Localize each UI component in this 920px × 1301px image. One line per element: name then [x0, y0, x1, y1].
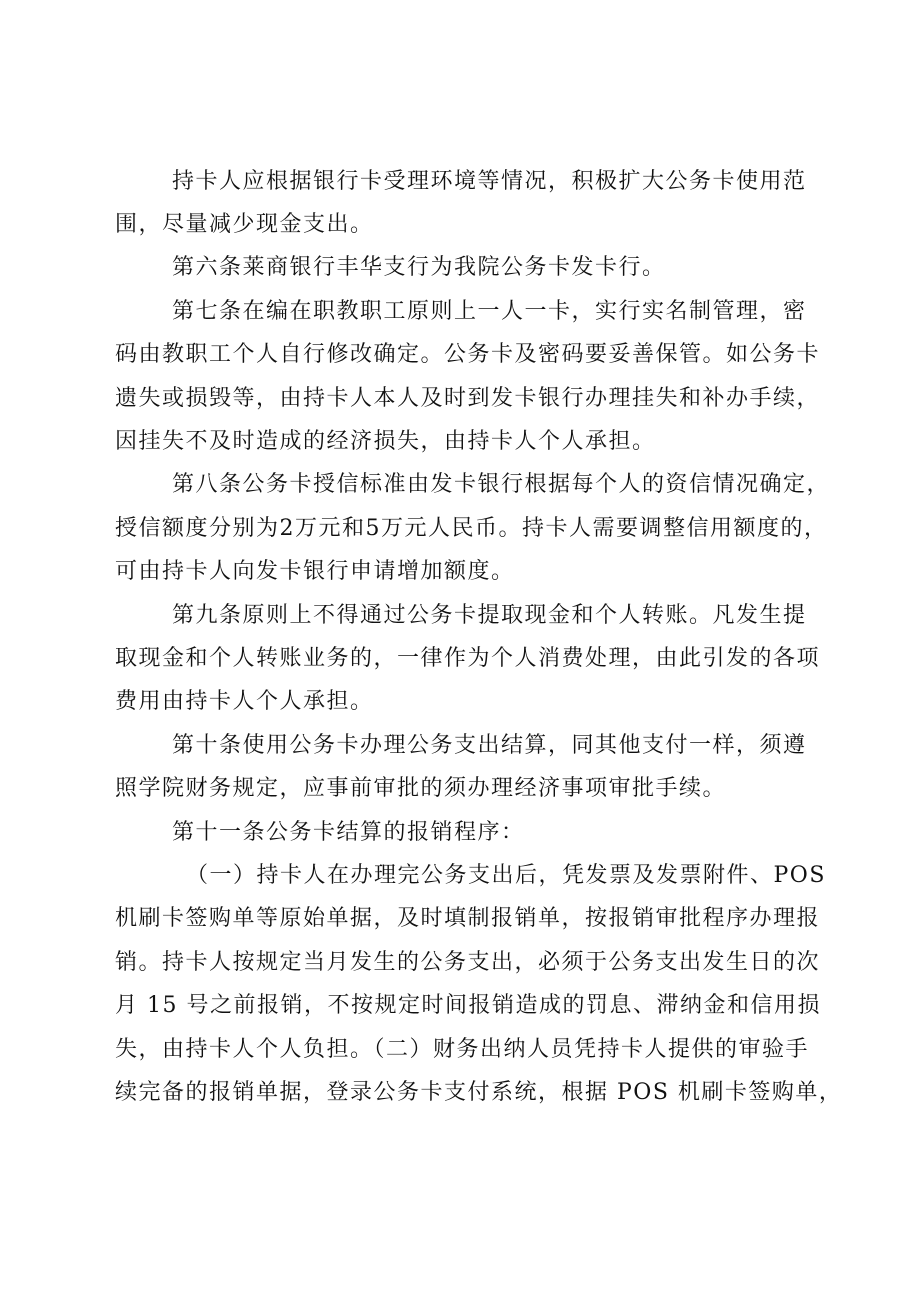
paragraph-line: 第十条使用公务卡办理公务支出结算，同其他支付一样，须遵	[172, 733, 807, 758]
paragraph-line: 因挂失不及时造成的经济损失，由持卡人个人承担。	[115, 429, 656, 454]
paragraph-line: 费用由持卡人个人承担。	[115, 689, 374, 714]
paragraph-line: （一）持卡人在办理完公务支出后，凭发票及发票附件、POS	[186, 863, 826, 888]
paragraph-line: 第六条莱商银行丰华支行为我院公务卡发卡行。	[172, 255, 666, 280]
paragraph-line: 失，由持卡人个人负担。（二）财务出纳人员凭持卡人提供的审验手	[115, 1037, 810, 1062]
paragraph-line: 授信额度分别为2万元和5万元人民币。持卡人需要调整信用额度的，	[115, 516, 828, 541]
paragraph-line: 机刷卡签购单等原始单据，及时填制报销单，按报销审批程序办理报	[115, 906, 821, 931]
paragraph-line: 第十一条公务卡结算的报销程序：	[172, 820, 525, 845]
paragraph-line: 可由持卡人向发卡银行申请增加额度。	[115, 559, 515, 584]
paragraph-line: 码由教职工个人自行修改确定。公务卡及密码要妥善保管。如公务卡	[115, 342, 821, 367]
paragraph-line: 月 15 号之前报销，不按规定时间报销造成的罚息、滞纳金和信用损	[115, 993, 821, 1018]
paragraph-line: 持卡人应根据银行卡受理环境等情况，积极扩大公务卡使用范	[172, 169, 807, 194]
paragraph-line: 销。持卡人按规定当月发生的公务支出，必须于公务支出发生日的次	[115, 950, 821, 975]
paragraph-line: 第九条原则上不得通过公务卡提取现金和个人转账。凡发生提	[172, 603, 807, 628]
paragraph-line: 围，尽量减少现金支出。	[115, 212, 374, 237]
paragraph-line: 取现金和个人转账业务的，一律作为个人消费处理，由此引发的各项	[115, 646, 821, 671]
paragraph-line: 第八条公务卡授信标准由发卡银行根据每个人的资信情况确定，	[172, 472, 831, 497]
paragraph-line: 照学院财务规定，应事前审批的须办理经济事项审批手续。	[115, 776, 727, 801]
paragraph-line: 第七条在编在职教职工原则上一人一卡，实行实名制管理，密	[172, 299, 807, 324]
paragraph-line: 遗失或损毁等，由持卡人本人及时到发卡银行办理挂失和补办手续，	[115, 386, 821, 411]
paragraph-line: 续完备的报销单据，登录公务卡支付系统，根据 POS 机刷卡签购单，	[115, 1080, 843, 1105]
